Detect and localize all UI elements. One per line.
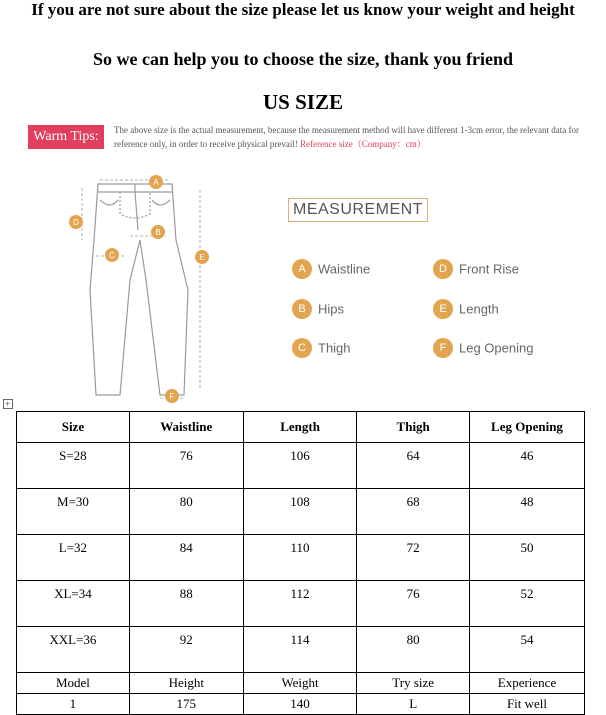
pants-outline: [90, 184, 188, 395]
legend-item-hips: B Hips: [292, 299, 344, 319]
cell: 80: [129, 489, 243, 535]
cell: 92: [129, 627, 243, 673]
cell: 88: [129, 581, 243, 627]
header-length: Length: [243, 412, 357, 443]
legend-item-length: E Length: [433, 299, 499, 319]
header-size: Size: [17, 412, 130, 443]
svg-text:F: F: [169, 392, 175, 401]
cell: 76: [129, 443, 243, 489]
table-move-handle-icon[interactable]: +: [3, 399, 13, 409]
table-row: [17, 627, 585, 673]
legend-item-waistline: A Waistline: [292, 259, 370, 279]
warm-tips-body: The above size is the actual measurement, because the measurement method will have different 1-3cm error, the relevant data for reference only, in order to receive physical prevail!: [114, 125, 580, 149]
marker-f-icon: [165, 389, 179, 403]
legend-item-leg-opening: F Leg Opening: [433, 338, 533, 358]
cell: 54: [469, 627, 584, 673]
marker-c-icon: [105, 248, 119, 262]
header-height: Height: [129, 673, 243, 694]
warm-tips-text: [114, 123, 584, 151]
cell: 114: [243, 627, 357, 673]
cell: 1: [17, 694, 130, 715]
legend-marker-c-icon: C: [292, 338, 312, 358]
cell: 68: [357, 489, 470, 535]
measure-lines: [82, 180, 200, 398]
cell: 175: [129, 694, 243, 715]
model-row: [17, 694, 585, 715]
model-header-row: [17, 673, 585, 694]
measurement-legend: [288, 198, 578, 368]
warm-tips-badge: Warm Tips:: [28, 125, 104, 149]
cell: 110: [243, 535, 357, 581]
header-thigh: Thigh: [357, 412, 470, 443]
cell: 106: [243, 443, 357, 489]
legend-marker-a-icon: A: [292, 259, 312, 279]
legend-marker-e-icon: E: [433, 299, 453, 319]
marker-b-icon: [151, 225, 165, 239]
cell: 50: [469, 535, 584, 581]
header-model: Model: [17, 673, 130, 694]
header-weight: Weight: [243, 673, 357, 694]
legend-item-thigh: C Thigh: [292, 338, 351, 358]
table-header-row: [17, 412, 585, 443]
table-row: [17, 535, 585, 581]
svg-text:A: A: [153, 178, 159, 187]
pants-diagram: [60, 170, 230, 410]
svg-text:E: E: [199, 253, 205, 262]
marker-d-icon: [69, 215, 83, 229]
cell: XL=34: [17, 581, 130, 627]
cell: 52: [469, 581, 584, 627]
svg-text:C: C: [109, 251, 115, 260]
cell: L=32: [17, 535, 130, 581]
measurement-title: MEASUREMENT: [288, 198, 428, 222]
cell: 84: [129, 535, 243, 581]
instruction-line-2: So we can help you to choose the size, thank you friend: [92, 49, 514, 69]
cell: 140: [243, 694, 357, 715]
cell: 46: [469, 443, 584, 489]
cell: Fit well: [469, 694, 584, 715]
table-row: [17, 489, 585, 535]
table-row: [17, 443, 585, 489]
cell: 112: [243, 581, 357, 627]
legend-marker-b-icon: B: [292, 299, 312, 319]
svg-text:D: D: [73, 218, 79, 227]
cell: 72: [357, 535, 470, 581]
cell: 108: [243, 489, 357, 535]
cell: 48: [469, 489, 584, 535]
section-title: US SIZE: [263, 90, 343, 114]
header-experience: Experience: [469, 673, 584, 694]
cell: S=28: [17, 443, 130, 489]
header-leg-opening: Leg Opening: [469, 412, 584, 443]
warm-tips: [28, 123, 584, 153]
legend-marker-f-icon: F: [433, 338, 453, 358]
cell: 64: [357, 443, 470, 489]
cell: 80: [357, 627, 470, 673]
legend-marker-d-icon: D: [433, 259, 453, 279]
marker-a-icon: [149, 175, 163, 189]
legend-item-front-rise: D Front Rise: [433, 259, 519, 279]
cell: XXL=36: [17, 627, 130, 673]
svg-text:B: B: [155, 228, 161, 237]
size-table: [16, 411, 585, 715]
table-row: [17, 581, 585, 627]
reference-size-note: Reference size（Company：cm）: [300, 139, 426, 149]
cell: M=30: [17, 489, 130, 535]
marker-e-icon: [195, 250, 209, 264]
header-waistline: Waistline: [129, 412, 243, 443]
instruction-line-1: If you are not sure about the size please let us know your weight and height: [31, 0, 575, 19]
cell: L: [357, 694, 470, 715]
header-try-size: Try size: [357, 673, 470, 694]
cell: 76: [357, 581, 470, 627]
